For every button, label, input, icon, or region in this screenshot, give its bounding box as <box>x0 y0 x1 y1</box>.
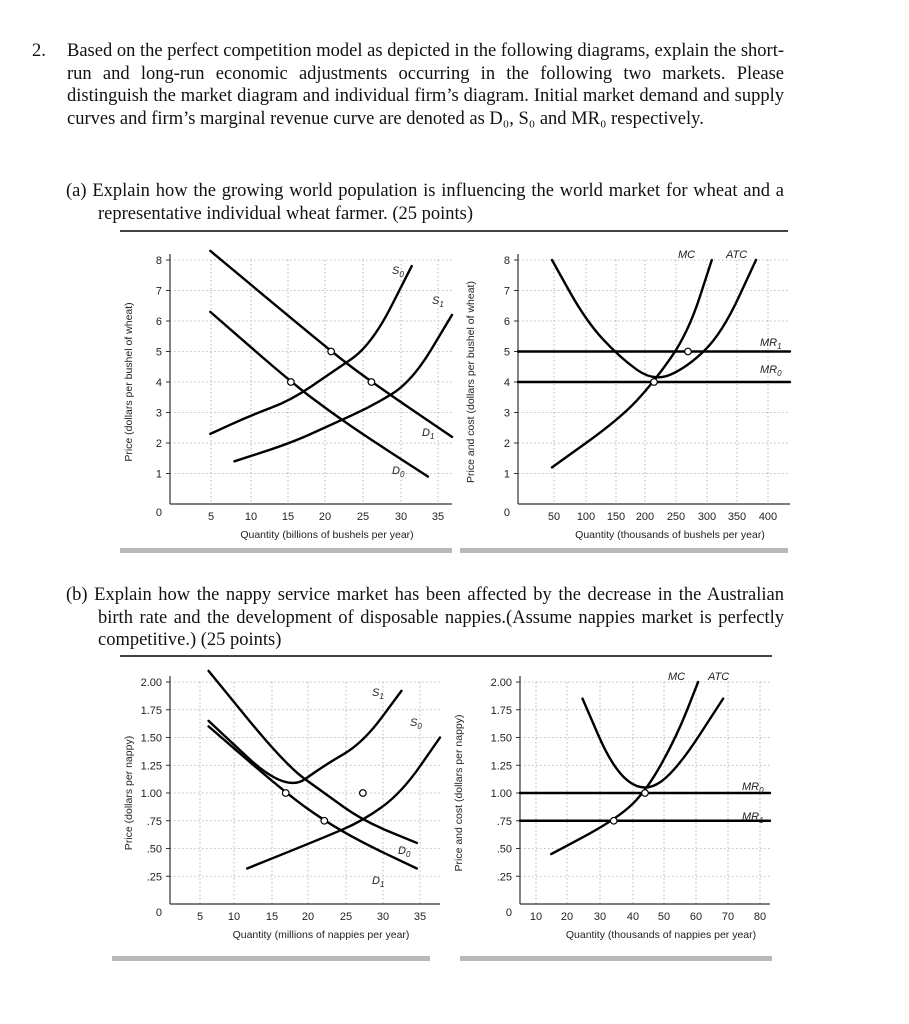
y-tick-label: 7 <box>503 285 510 298</box>
y-tick-label: .25 <box>496 871 512 884</box>
x-tick-label: 25 <box>356 511 370 523</box>
label-d1: $D_1$ <box>372 875 385 889</box>
bar-a-left <box>120 548 452 553</box>
equilibrium-point <box>368 379 375 386</box>
x-tick-label: 35 <box>431 511 445 523</box>
y-tick-label: 2.00 <box>140 677 162 689</box>
y-tick-label: 7 <box>155 285 162 298</box>
curve-s0 <box>210 266 411 434</box>
bar-a-right <box>460 548 788 553</box>
x-tick-label: 5 <box>196 911 204 923</box>
x-tick-label: 30 <box>394 511 408 523</box>
x-tick-label: 5 <box>207 511 215 523</box>
y-tick-label: 1.50 <box>490 732 512 745</box>
equilibrium-point <box>651 379 658 386</box>
curve-s1 <box>234 315 452 461</box>
label-d0: $D_0$ <box>392 465 405 479</box>
y-tick-label: .75 <box>496 815 512 828</box>
y-tick-label: 8 <box>155 255 162 267</box>
bar-b-left <box>112 956 430 961</box>
y-tick-label: 2.00 <box>490 677 512 689</box>
x-tick-label: 35 <box>413 911 427 923</box>
x-tick-label: 250 <box>666 511 686 523</box>
label-s0: $S_0$ <box>410 717 422 731</box>
y-axis-label: Price and cost (dollars per nappy) <box>453 714 465 872</box>
equilibrium-point <box>610 817 617 824</box>
y-tick-label: 6 <box>503 316 510 328</box>
label-mr1: $MR_1$ <box>760 337 782 351</box>
x-tick-label: 20 <box>318 511 332 523</box>
y-tick-label: 6 <box>155 316 162 328</box>
y-tick-label: .50 <box>146 843 162 856</box>
y-axis-label: Price (dollars per nappy) <box>123 735 135 851</box>
x-tick-label: 15 <box>265 911 279 923</box>
curve-atc <box>583 699 724 788</box>
y-axis-label: Price and cost (dollars per bushel of wheat) <box>465 281 477 483</box>
label-s1: $S_1$ <box>372 687 384 701</box>
x-tick-label: 350 <box>727 511 747 523</box>
x-tick-label: 15 <box>281 511 295 523</box>
divider-b <box>120 655 772 657</box>
curve-atc <box>552 260 756 377</box>
x-tick-label: 10 <box>227 911 241 923</box>
curve-d0 <box>210 312 428 477</box>
x-tick-label: 30 <box>376 911 390 923</box>
y-tick-label: 1.50 <box>140 732 162 745</box>
y-tick-label: 5 <box>503 346 510 359</box>
label-s0: $S_0$ <box>392 265 404 279</box>
equilibrium-point <box>642 790 649 797</box>
y-tick-label: 1.25 <box>140 760 162 773</box>
label-d0: $D_0$ <box>398 845 411 859</box>
x-tick-label: 60 <box>689 911 703 923</box>
x-tick-label: 100 <box>576 511 596 523</box>
curve-d1 <box>209 726 417 868</box>
divider-a <box>120 230 788 232</box>
wheat-market-chart <box>110 236 460 552</box>
equilibrium-point <box>282 790 289 797</box>
y-tick-label: 3 <box>155 407 162 420</box>
y-tick-label: 0 <box>505 907 512 919</box>
nappy-market-chart <box>110 660 450 960</box>
label-mr1: $MR_1$ <box>742 811 764 825</box>
x-tick-label: 70 <box>721 911 735 923</box>
y-tick-label: 1.75 <box>140 704 162 717</box>
y-tick-label: 0 <box>155 907 162 919</box>
y-tick-label: 2 <box>503 438 510 450</box>
nappy-firm-chart <box>450 660 790 960</box>
x-tick-label: 25 <box>339 911 353 923</box>
x-tick-label: 200 <box>635 511 655 523</box>
grid <box>170 260 452 504</box>
curve-d0 <box>209 671 417 843</box>
label-d1: $D_1$ <box>422 427 435 441</box>
x-tick-label: 20 <box>301 911 315 923</box>
x-axis-label: Quantity (billions of bushels per year) <box>240 529 414 541</box>
x-tick-label: 80 <box>753 911 767 923</box>
x-tick-label: 30 <box>593 911 607 923</box>
y-tick-label: 2 <box>155 438 162 450</box>
part-b <box>66 584 784 652</box>
part-a-prompt: (a) Explain how the growing world population is influencing the world market for wheat and a representative individual wheat farmer. (25 points) <box>66 181 784 224</box>
label-atc: ATC <box>726 249 748 261</box>
x-tick-label: 300 <box>697 511 717 523</box>
y-tick-label: 3 <box>503 407 510 420</box>
label-mc: MC <box>678 249 696 261</box>
wheat-farmer-chart <box>460 236 800 552</box>
y-tick-label: 4 <box>503 377 510 389</box>
x-tick-label: 40 <box>626 911 640 923</box>
x-tick-label: 150 <box>606 511 626 523</box>
y-tick-label: 1.75 <box>490 704 512 717</box>
label-mr0: $MR_0$ <box>742 781 764 795</box>
y-tick-label: 1 <box>155 468 162 481</box>
y-tick-label: 1.00 <box>490 788 512 800</box>
question-number: 2. <box>32 41 46 61</box>
y-tick-label: .75 <box>146 815 162 828</box>
label-mc: MC <box>668 671 686 683</box>
equilibrium-point <box>685 348 692 355</box>
equilibrium-point <box>328 348 335 355</box>
question-text: Based on the perfect competition model as depicted in the following diagrams, explain the short-run and long-run economic adjustments occurring in the following two markets. Please distinguish the market diagram and individual firm’s diagram. Initial market demand and supply curves and firm’s marginal revenue curve are denoted as D₀, S₀ and MR₀ respectively. <box>67 41 784 129</box>
y-tick-label: 4 <box>155 377 162 389</box>
x-tick-label: 20 <box>560 911 574 923</box>
y-tick-label: .25 <box>146 871 162 884</box>
x-axis-label: Quantity (thousands of nappies per year) <box>565 929 757 941</box>
y-tick-label: .50 <box>496 843 512 856</box>
y-tick-label: 5 <box>155 346 162 359</box>
y-tick-label: 0 <box>503 507 510 519</box>
bar-b-right <box>460 956 772 961</box>
label-mr0: $MR_0$ <box>760 364 782 378</box>
equilibrium-point <box>360 790 367 797</box>
x-axis-label: Quantity (thousands of bushels per year) <box>575 529 765 541</box>
x-tick-label: 50 <box>547 511 561 523</box>
part-a <box>66 180 784 225</box>
y-tick-label: 0 <box>155 507 162 519</box>
label-s1: $S_1$ <box>432 295 444 309</box>
y-axis-label: Price (dollars per bushel of wheat) <box>123 302 135 462</box>
x-tick-label: 50 <box>657 911 671 923</box>
x-tick-label: 400 <box>758 511 778 523</box>
y-tick-label: 1.00 <box>140 788 162 800</box>
label-atc: ATC <box>708 671 730 683</box>
x-tick-label: 10 <box>244 511 258 523</box>
question-2 <box>32 40 784 130</box>
x-axis-label: Quantity (millions of nappies per year) <box>232 929 410 941</box>
equilibrium-point <box>321 817 328 824</box>
y-tick-label: 8 <box>503 255 510 267</box>
y-tick-label: 1 <box>503 468 510 481</box>
part-b-prompt: (b) Explain how the nappy service market has been affected by the decrease in the Australian birth rate and the development of disposable nappies.(Assume nappies market is perfectly competitive.) (25 points) <box>66 585 784 651</box>
equilibrium-point <box>288 379 295 386</box>
x-tick-label: 10 <box>529 911 543 923</box>
y-tick-label: 1.25 <box>490 760 512 773</box>
